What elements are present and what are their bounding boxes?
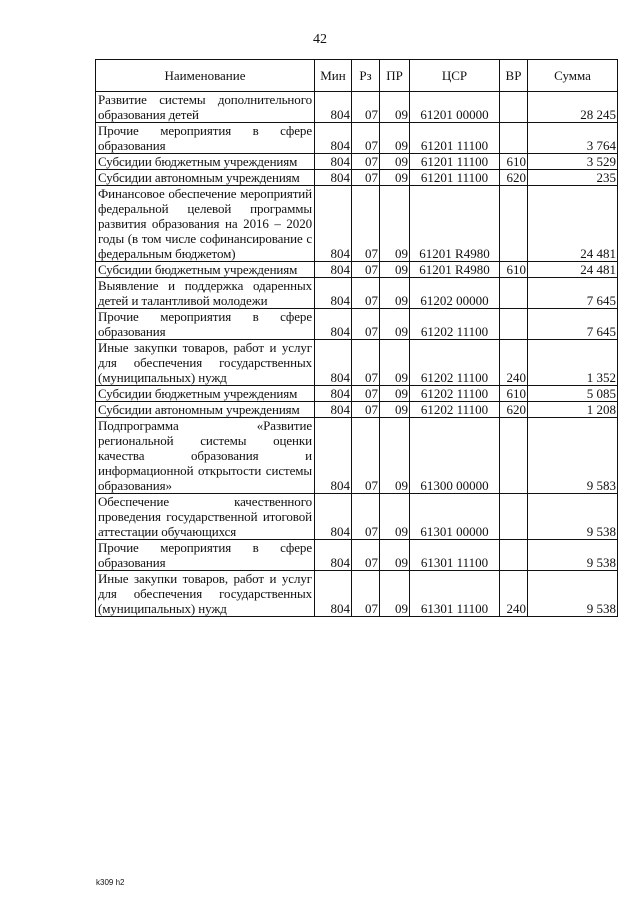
cell-sum: 24 481 bbox=[528, 186, 618, 262]
budget-table bbox=[95, 59, 618, 617]
cell-csr: 61202 11100 bbox=[410, 309, 500, 340]
cell-sum: 9 583 bbox=[528, 418, 618, 494]
cell-rz: 07 bbox=[352, 494, 380, 540]
cell-vr: 240 bbox=[500, 340, 528, 386]
cell-pr: 09 bbox=[380, 154, 410, 170]
cell-sum: 235 bbox=[528, 170, 618, 186]
cell-csr: 61202 11100 bbox=[410, 386, 500, 402]
cell-min: 804 bbox=[315, 262, 352, 278]
cell-min: 804 bbox=[315, 309, 352, 340]
cell-min: 804 bbox=[315, 571, 352, 617]
cell-rz: 07 bbox=[352, 186, 380, 262]
cell-pr: 09 bbox=[380, 278, 410, 309]
table-row bbox=[96, 186, 618, 262]
cell-name: Субсидии бюджетным учреждениям bbox=[96, 262, 315, 278]
cell-vr bbox=[500, 540, 528, 571]
table-row bbox=[96, 92, 618, 123]
cell-name: Прочие мероприятия в сфере образования bbox=[96, 309, 315, 340]
header-name: Наименование bbox=[96, 60, 315, 92]
cell-csr: 61202 00000 bbox=[410, 278, 500, 309]
cell-min: 804 bbox=[315, 154, 352, 170]
cell-pr: 09 bbox=[380, 540, 410, 571]
table-body bbox=[96, 92, 618, 617]
cell-min: 804 bbox=[315, 92, 352, 123]
cell-vr: 240 bbox=[500, 571, 528, 617]
page-number: 42 bbox=[313, 32, 327, 47]
cell-rz: 07 bbox=[352, 571, 380, 617]
table-row bbox=[96, 386, 618, 402]
header-min: Мин bbox=[315, 60, 352, 92]
cell-name: Выявление и поддержка одаренных детей и талантливой молодежи bbox=[96, 278, 315, 309]
cell-name: Прочие мероприятия в сфере образования bbox=[96, 540, 315, 571]
cell-sum: 7 645 bbox=[528, 309, 618, 340]
cell-csr: 61301 11100 bbox=[410, 571, 500, 617]
cell-rz: 07 bbox=[352, 278, 380, 309]
cell-sum: 7 645 bbox=[528, 278, 618, 309]
header-vr: ВР bbox=[500, 60, 528, 92]
cell-rz: 07 bbox=[352, 262, 380, 278]
cell-sum: 1 208 bbox=[528, 402, 618, 418]
cell-rz: 07 bbox=[352, 540, 380, 571]
table-row bbox=[96, 262, 618, 278]
cell-name: Субсидии бюджетным учреждениям bbox=[96, 386, 315, 402]
cell-pr: 09 bbox=[380, 123, 410, 154]
cell-pr: 09 bbox=[380, 309, 410, 340]
cell-name: Развитие системы дополнительного образования детей bbox=[96, 92, 315, 123]
cell-csr: 61301 11100 bbox=[410, 540, 500, 571]
table-row bbox=[96, 123, 618, 154]
cell-pr: 09 bbox=[380, 418, 410, 494]
cell-min: 804 bbox=[315, 540, 352, 571]
header-sum: Сумма bbox=[528, 60, 618, 92]
cell-sum: 28 245 bbox=[528, 92, 618, 123]
cell-min: 804 bbox=[315, 123, 352, 154]
cell-vr: 620 bbox=[500, 170, 528, 186]
cell-pr: 09 bbox=[380, 571, 410, 617]
table-row bbox=[96, 540, 618, 571]
cell-min: 804 bbox=[315, 340, 352, 386]
cell-rz: 07 bbox=[352, 154, 380, 170]
header-csr: ЦСР bbox=[410, 60, 500, 92]
cell-pr: 09 bbox=[380, 262, 410, 278]
cell-min: 804 bbox=[315, 418, 352, 494]
cell-csr: 61201 R4980 bbox=[410, 262, 500, 278]
cell-csr: 61301 00000 bbox=[410, 494, 500, 540]
cell-name: Подпрограмма «Развитие региональной системы оценки качества образования и информационной открытости системы образования» bbox=[96, 418, 315, 494]
cell-csr: 61201 R4980 bbox=[410, 186, 500, 262]
cell-sum: 1 352 bbox=[528, 340, 618, 386]
cell-vr bbox=[500, 494, 528, 540]
cell-sum: 3 529 bbox=[528, 154, 618, 170]
cell-min: 804 bbox=[315, 494, 352, 540]
cell-csr: 61201 11100 bbox=[410, 154, 500, 170]
cell-vr bbox=[500, 278, 528, 309]
cell-rz: 07 bbox=[352, 170, 380, 186]
cell-name: Иные закупки товаров, работ и услуг для обеспечения государственных (муниципальных) нужд bbox=[96, 340, 315, 386]
cell-name: Финансовое обеспечение мероприятий федеральной целевой программы развития образования на 2016 – 2020 годы (в том числе софинансирование с федеральным бюджетом) bbox=[96, 186, 315, 262]
cell-vr: 610 bbox=[500, 386, 528, 402]
cell-vr bbox=[500, 123, 528, 154]
cell-pr: 09 bbox=[380, 402, 410, 418]
cell-min: 804 bbox=[315, 278, 352, 309]
cell-sum: 5 085 bbox=[528, 386, 618, 402]
cell-pr: 09 bbox=[380, 170, 410, 186]
table-row bbox=[96, 309, 618, 340]
cell-csr: 61201 11100 bbox=[410, 170, 500, 186]
table-row bbox=[96, 571, 618, 617]
table-row bbox=[96, 402, 618, 418]
cell-vr: 610 bbox=[500, 154, 528, 170]
table-row bbox=[96, 154, 618, 170]
cell-sum: 24 481 bbox=[528, 262, 618, 278]
cell-csr: 61300 00000 bbox=[410, 418, 500, 494]
header-pr: ПР bbox=[380, 60, 410, 92]
cell-vr bbox=[500, 186, 528, 262]
cell-vr: 610 bbox=[500, 262, 528, 278]
cell-csr: 61202 11100 bbox=[410, 402, 500, 418]
cell-rz: 07 bbox=[352, 418, 380, 494]
cell-vr: 620 bbox=[500, 402, 528, 418]
cell-min: 804 bbox=[315, 186, 352, 262]
cell-rz: 07 bbox=[352, 309, 380, 340]
table-header-row bbox=[96, 60, 618, 92]
header-rz: Рз bbox=[352, 60, 380, 92]
cell-csr: 61201 11100 bbox=[410, 123, 500, 154]
cell-pr: 09 bbox=[380, 186, 410, 262]
cell-rz: 07 bbox=[352, 92, 380, 123]
cell-rz: 07 bbox=[352, 386, 380, 402]
table-row bbox=[96, 494, 618, 540]
cell-pr: 09 bbox=[380, 386, 410, 402]
cell-min: 804 bbox=[315, 402, 352, 418]
cell-rz: 07 bbox=[352, 123, 380, 154]
cell-rz: 07 bbox=[352, 340, 380, 386]
cell-name: Иные закупки товаров, работ и услуг для обеспечения государственных (муниципальных) нужд bbox=[96, 571, 315, 617]
cell-csr: 61201 00000 bbox=[410, 92, 500, 123]
cell-vr bbox=[500, 309, 528, 340]
table-row bbox=[96, 418, 618, 494]
table-row bbox=[96, 340, 618, 386]
cell-name: Субсидии бюджетным учреждениям bbox=[96, 154, 315, 170]
table-row bbox=[96, 278, 618, 309]
cell-name: Субсидии автономным учреждениям bbox=[96, 402, 315, 418]
table-row bbox=[96, 170, 618, 186]
cell-vr bbox=[500, 92, 528, 123]
cell-sum: 9 538 bbox=[528, 494, 618, 540]
cell-sum: 9 538 bbox=[528, 571, 618, 617]
cell-name: Субсидии автономным учреждениям bbox=[96, 170, 315, 186]
cell-name: Обеспечение качественного проведения государственной итоговой аттестации обучающихся bbox=[96, 494, 315, 540]
cell-name: Прочие мероприятия в сфере образования bbox=[96, 123, 315, 154]
cell-min: 804 bbox=[315, 386, 352, 402]
cell-sum: 9 538 bbox=[528, 540, 618, 571]
cell-pr: 09 bbox=[380, 92, 410, 123]
cell-sum: 3 764 bbox=[528, 123, 618, 154]
cell-csr: 61202 11100 bbox=[410, 340, 500, 386]
cell-pr: 09 bbox=[380, 494, 410, 540]
cell-vr bbox=[500, 418, 528, 494]
cell-rz: 07 bbox=[352, 402, 380, 418]
cell-min: 804 bbox=[315, 170, 352, 186]
cell-pr: 09 bbox=[380, 340, 410, 386]
footer-code: k309 h2 bbox=[96, 878, 125, 887]
